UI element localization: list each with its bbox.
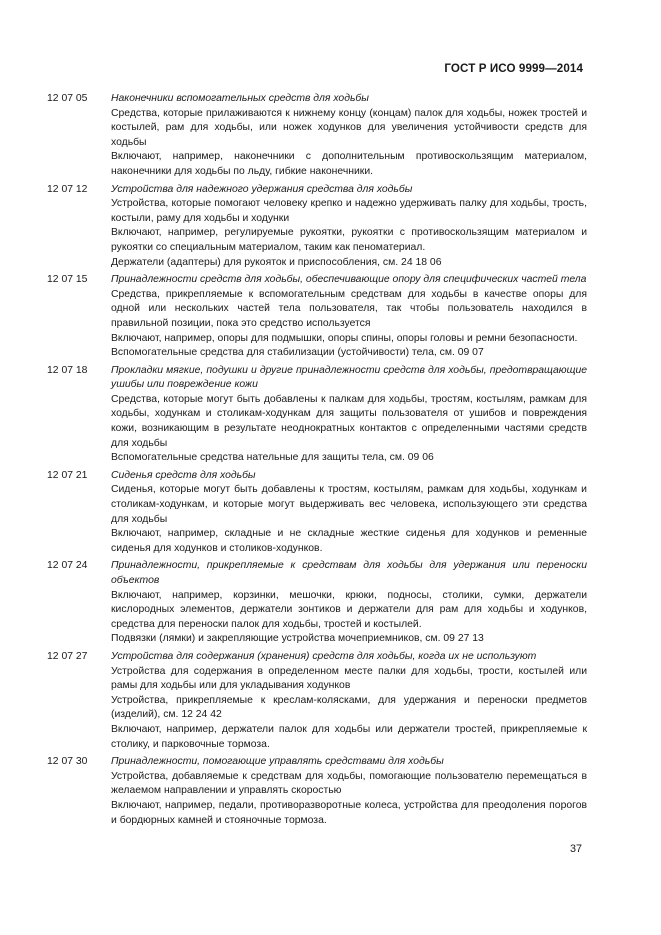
entry-paragraph: Держатели (адаптеры) для рукояток и приспособления, см. 24 18 06 (111, 256, 442, 268)
entry (47, 755, 587, 828)
entry (47, 92, 587, 180)
entry-paragraph: Сиденья, которые могут быть добавлены к тростям, костылям, рамкам для ходьбы, ходункам и столикам-ходункам, и которые могут выдерживать вес человека, использующего эти средства для ходьбы (111, 484, 587, 525)
entry-code: 12 07 27 (47, 650, 88, 662)
entry-title: Сиденья средств для ходьбы (111, 469, 256, 481)
entry (47, 469, 587, 557)
entry-paragraph: Вспомогательные средства для стабилизации (устойчивости) тела, см. 09 07 (111, 347, 484, 359)
entry-title: Прокладки мягкие, подушки и другие принадлежности средств для ходьбы, предотвращающие ушибы или повреждение кожи (111, 364, 587, 391)
entry-paragraph: Включают, например, наконечники с дополнительным противоскользящим материалом, наконечники для ходьбы по льду, гибкие наконечники. (111, 151, 587, 177)
entry (47, 364, 587, 466)
entry-code: 12 07 30 (47, 756, 88, 768)
entry-code: 12 07 21 (47, 469, 88, 481)
entry-paragraph: Включают, например, держатели палок для ходьбы или держатели тростей, прикрепляемые к столику, и парковочные тормоза. (111, 723, 587, 750)
entry-paragraph: Включают, например, педали, противоразворотные колеса, устройства для преодоления порогов и бордюрных камней и стояночные тормоза. (111, 799, 587, 826)
entry-title: Принадлежности, помогающие управлять средствами для ходьбы (111, 756, 444, 768)
entry-paragraph: Средства, которые могут быть добавлены к палкам для ходьбы, тростям, костылям, рамкам для ходьбы, ходункам и столикам-ходункам для защиты пользователя от ушибов и повреждения кожи, возникающим в результате неоднократных контактов с определенными частями средств для ходьбы (111, 393, 587, 449)
entry-paragraph: Устройства для содержания в определенном месте палки для ходьбы, трости, костылей или рамы для ходьбы или для укладывания ходунков (111, 665, 587, 692)
entry (47, 650, 587, 752)
entry-title: Устройства для содержания (хранения) средств для ходьбы, когда их не используют (111, 650, 537, 662)
entry (47, 183, 587, 271)
entry-title: Принадлежности средств для ходьбы, обеспечивающие опору для специфических частей тела (111, 274, 587, 286)
entry-paragraph: Устройства, прикрепляемые к креслам-колясками, для удержания и переноски предметов (изделий), см. 12 24 42 (111, 694, 587, 721)
entry-paragraph: Вспомогательные средства нательные для защиты тела, см. 09 06 (111, 452, 434, 464)
standard-header: ГОСТ Р ИСО 9999—2014 (444, 62, 583, 75)
entry-list (47, 92, 587, 831)
entry (47, 559, 587, 647)
entry-paragraph: Устройства, добавляемые к средствам для ходьбы, помогающие пользователю перемещаться в желаемом направлении и управлять скоростью (111, 770, 587, 797)
entry-code: 12 07 15 (47, 274, 88, 286)
entry-paragraph: Средства, прикрепляемые к вспомогательным средствам для ходьбы в качестве опоры для одной или нескольких частей тела пользователя, так чтобы пользователь находился в правильной позиции, пока это средство используется (111, 288, 587, 329)
page-number: 37 (569, 843, 582, 855)
entry-code: 12 07 05 (47, 93, 88, 104)
entry-paragraph: Включают, например, корзинки, мешочки, крюки, подносы, столики, сумки, держатели кислородных элементов, держатели зонтиков и держатели для рам для ходьбы и ходунков, средства для переноски палок для ходьбы, тростей и костылей. (111, 589, 587, 630)
entry-code: 12 07 18 (47, 364, 88, 376)
entry-code: 12 07 12 (47, 183, 88, 195)
entry-paragraph: Включают, например, опоры для подмышки, опоры спины, опоры головы и ремни безопасности. (111, 332, 578, 344)
entry-paragraph: Включают, например, складные и не складные жесткие сиденья для ходунков и ременные сиденья для ходунков и столиков-ходунков. (111, 528, 587, 554)
entry-paragraph: Включают, например, регулируемые рукоятки, рукоятки с противоскользящим материалом и рукоятки со специальным материалом, таким как пеноматериал. (111, 227, 587, 253)
entry-code: 12 07 24 (47, 560, 88, 572)
entry-title: Устройства для надежного удержания средства для ходьбы (111, 183, 413, 195)
entry-title: Наконечники вспомогательных средств для ходьбы (111, 93, 369, 104)
entry-paragraph: Средства, которые прилаживаются к нижнему концу (концам) палок для ходьбы, ножек тростей и костылей, рам для ходьбы, или ножек ходунков для увеличения устойчивости средств для ходьбы (111, 107, 587, 148)
entry-title: Принадлежности, прикрепляемые к средствам для ходьбы для удержания или переноски объектов (111, 560, 587, 586)
entry-paragraph: Подвязки (лямки) и закрепляющие устройства мочеприемников, см. 09 27 13 (111, 633, 484, 645)
entry-paragraph: Устройства, которые помогают человеку крепко и надежно удерживать палку для ходьбы, трость, костыли, раму для ходьбы и ходунки (111, 198, 587, 224)
entry (47, 273, 587, 361)
